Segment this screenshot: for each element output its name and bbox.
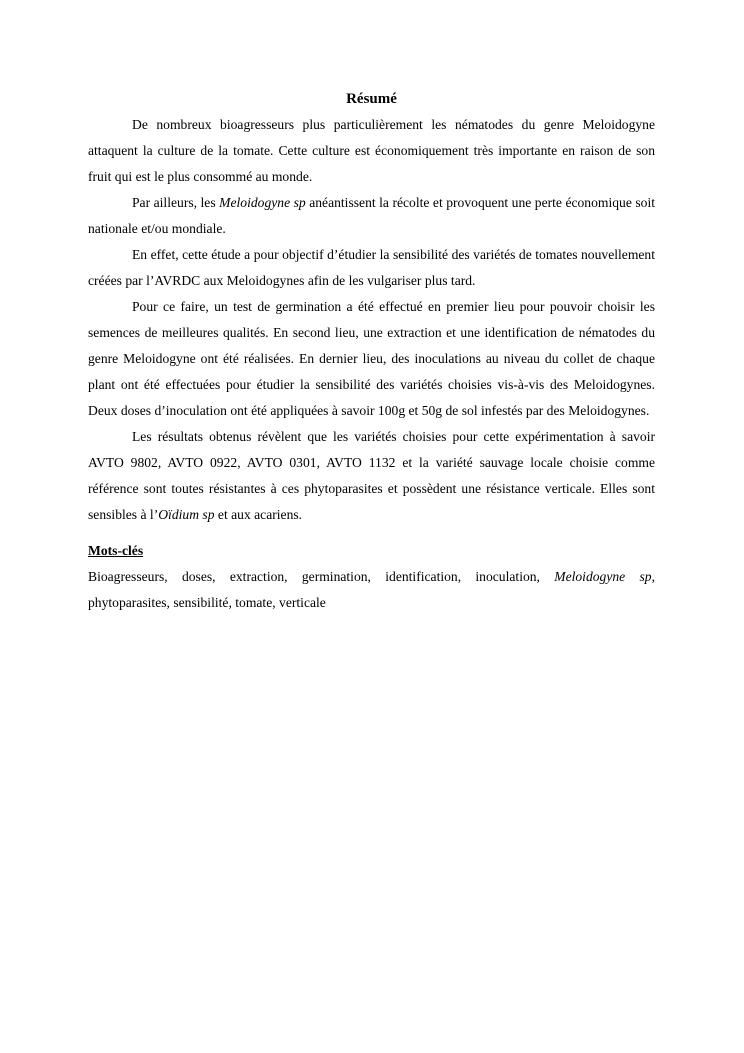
paragraph-2-text-b: anéantissent la récolte et provoquent une perte économique soit nationale et/ou mondiale. (88, 195, 656, 236)
paragraph-3-text: En effet, cette étude a pour objectif d’étudier la sensibilité des variétés de tomates nouvellement créées par l’AVRDC aux Meloidogynes afin de les vulgariser plus tard. (88, 247, 655, 288)
page-title: Résumé (346, 91, 397, 107)
paragraph-2-text-a: Par ailleurs, les (132, 195, 220, 210)
paragraph-1-text: De nombreux bioagresseurs plus particulièrement les nématodes du genre Meloidogyne attaquent la culture de la tomate. Cette culture est économiquement très importante en raison de son fruit qui est le plus consommé au monde. (88, 117, 655, 184)
paragraph-5-species: Oïdium sp (158, 507, 215, 522)
paragraph-5-text-b: et aux acariens. (214, 507, 303, 522)
paragraph-5 (88, 424, 655, 528)
abstract-body (88, 112, 655, 528)
keywords-species: Meloidogyne sp (554, 569, 652, 584)
paragraph-3 (88, 242, 655, 294)
paragraph-1 (88, 112, 655, 190)
paragraph-4 (88, 294, 655, 424)
paragraph-2 (88, 190, 655, 242)
paragraph-5-text-a: Les résultats obtenus révèlent que les variétés choisies pour cette expérimentation à savoir AVTO 9802, AVTO 0922, AVTO 0301, AVTO 1132 et la variété sauvage locale choisie comme référence sont toutes résistantes à ces phytoparasites et possèdent une résistance verticale. Elles sont sensibles à l’ (88, 429, 655, 522)
document-page (88, 86, 655, 616)
paragraph-4-text: Pour ce faire, un test de germination a été effectué en premier lieu pour pouvoir choisir les semences de meilleures qualités. En second lieu, une extraction et une identification de nématodes du genre Meloidogyne ont été réalisées. En dernier lieu, des inoculations au niveau du collet de chaque plant ont été effectuées pour étudier la sensibilité des variétés choisies vis-à-vis des Meloidogynes. Deux doses d’inoculation ont été appliquées à savoir 100g et 50g de sol infestés par des Meloidogynes. (88, 299, 655, 418)
keywords-text-b: , phytoparasites, sensibilité, tomate, verticale (88, 569, 655, 610)
keywords-text-a: Bioagresseurs, doses, extraction, germination, identification, inoculation, (88, 569, 555, 584)
paragraph-2-species: Meloidogyne sp (219, 195, 306, 210)
keywords-list (88, 564, 655, 616)
keywords-heading: Mots-clés (88, 543, 144, 558)
